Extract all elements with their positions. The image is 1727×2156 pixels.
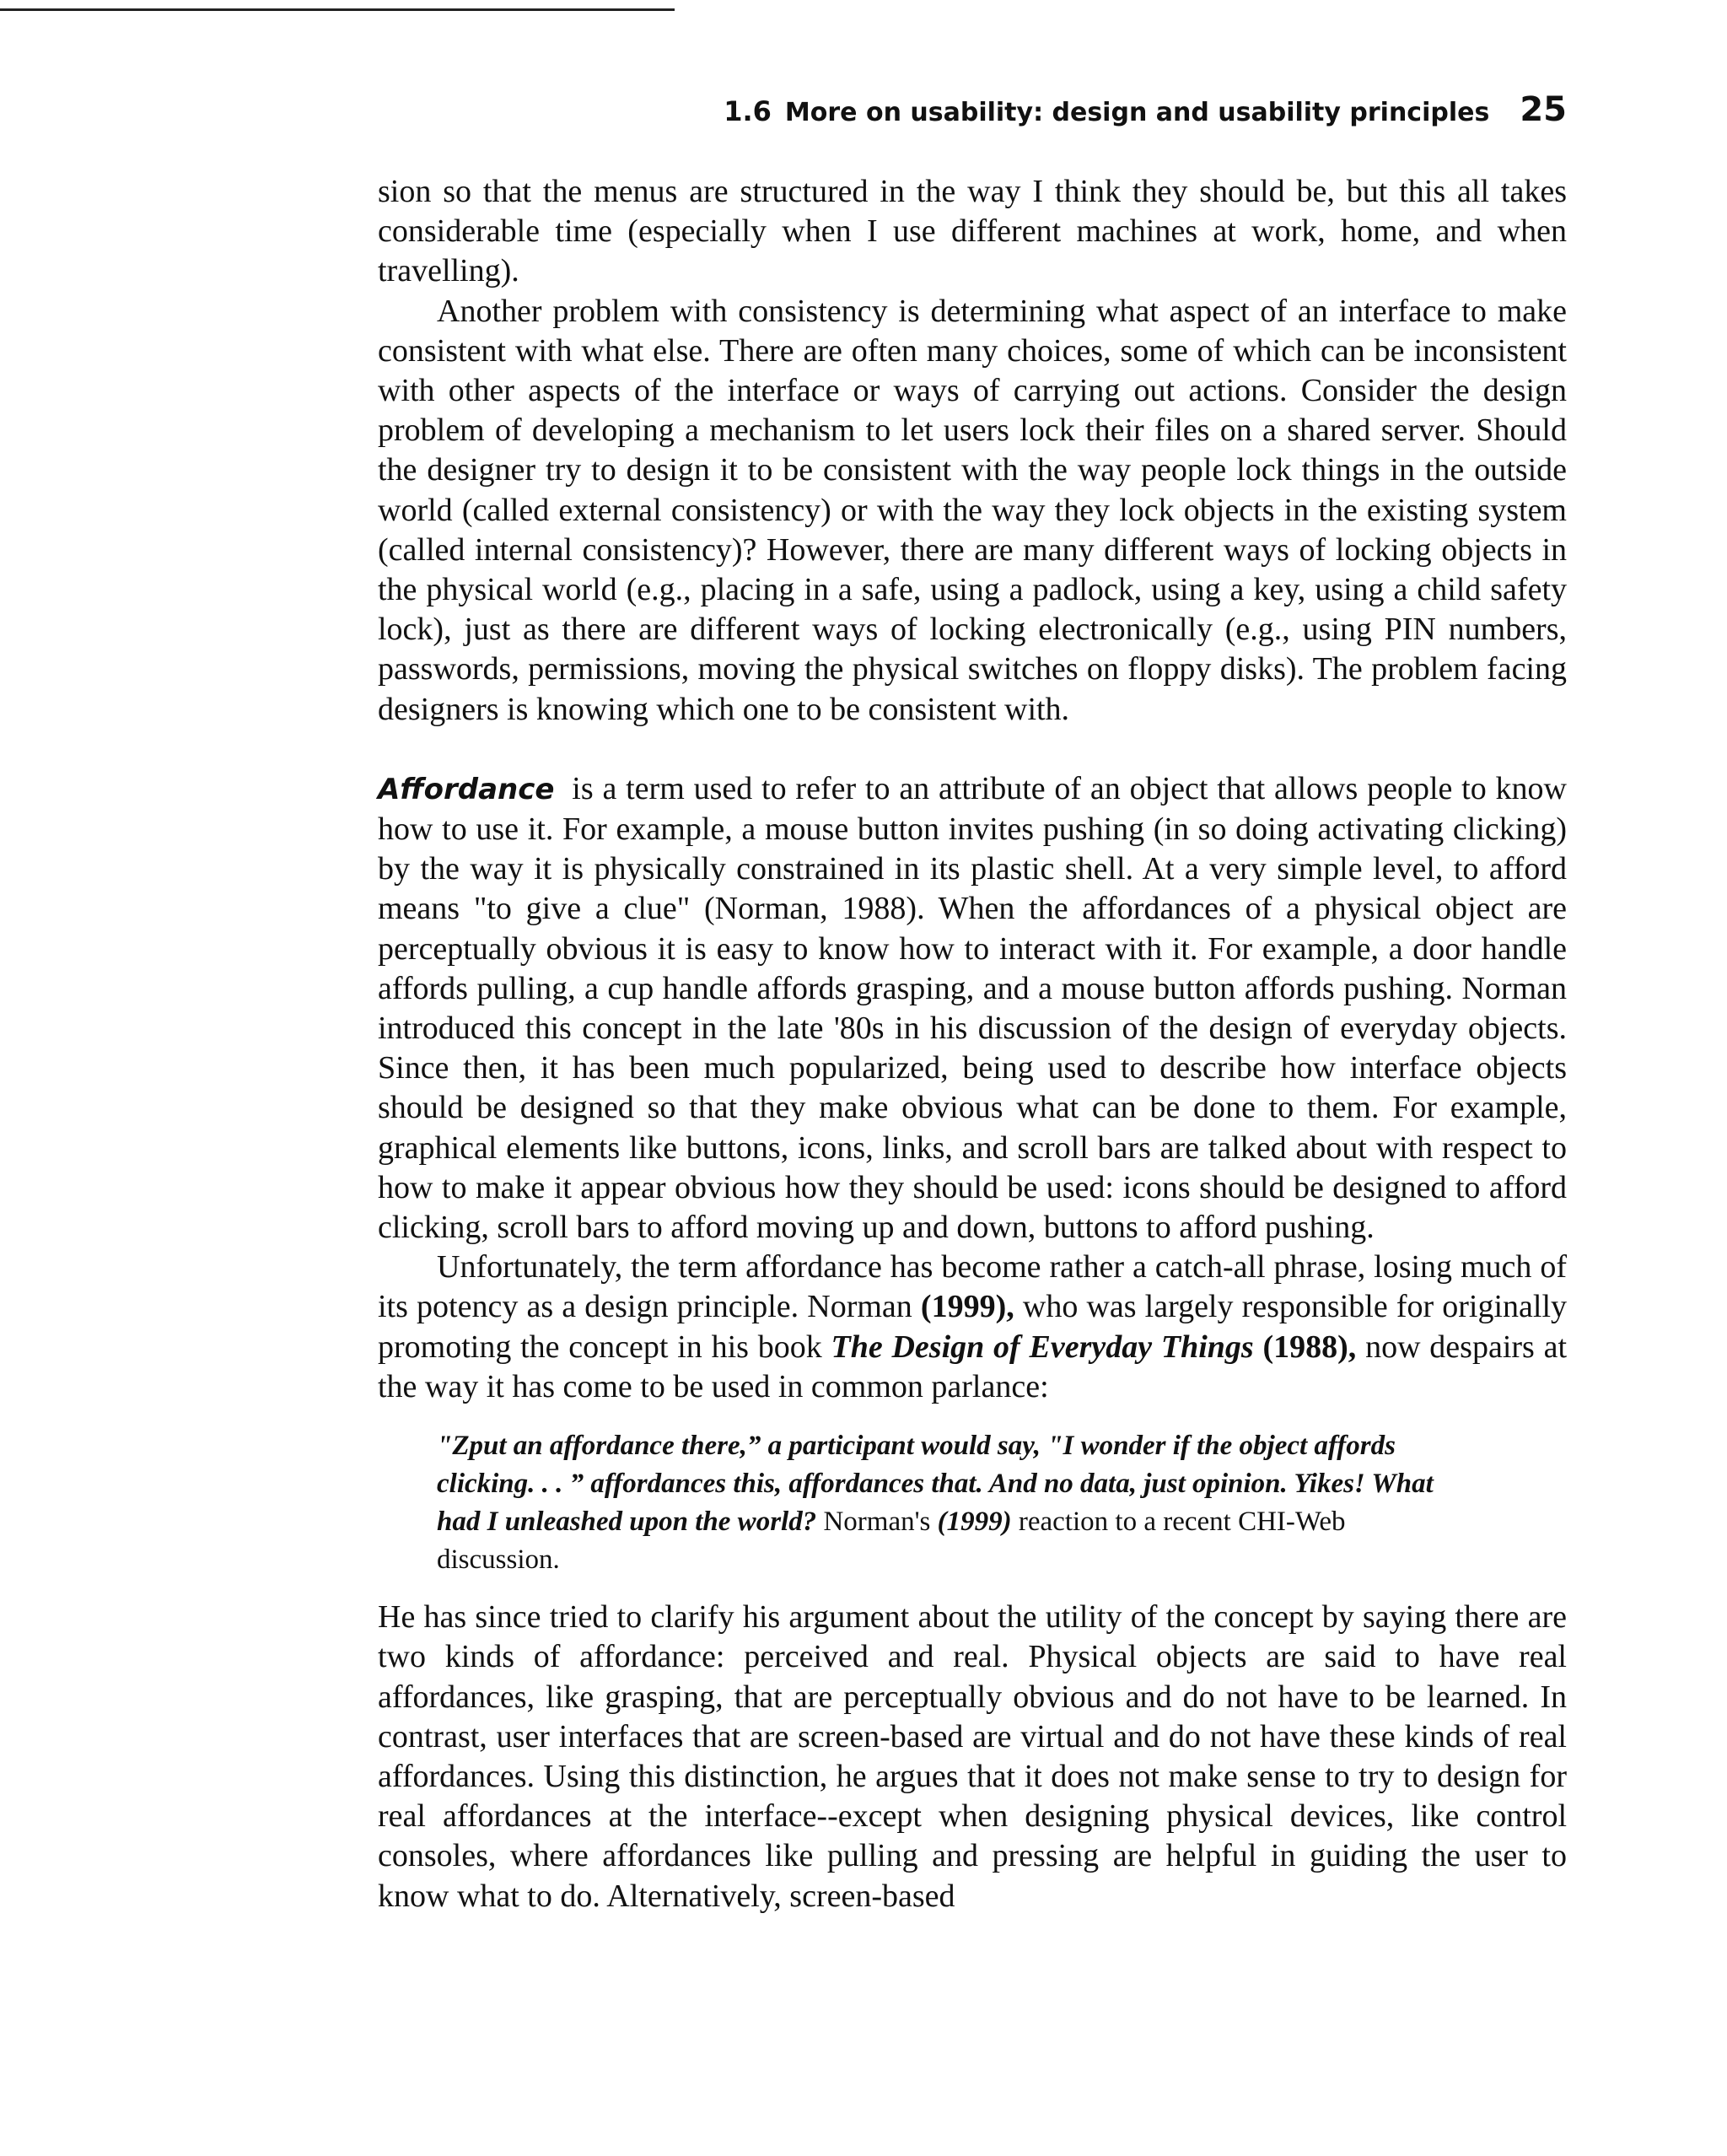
quote-text: "Zput an affordance there,” a participant would say, "I wonder if the object affords clicking. . . ” affordances this, affordances that. And no data, just opinion. Yikes! What had I unleashed upon the world?	[437, 1431, 1434, 1538]
quote-attribution-year: (1999)	[937, 1507, 1012, 1538]
paragraph-affordance	[378, 769, 1567, 1248]
section-title: More on usability: design and usability principles	[784, 98, 1490, 127]
top-rule	[0, 8, 675, 11]
citation-year: (1988),	[1262, 1329, 1357, 1365]
running-head	[371, 91, 1567, 132]
section-number: 1.6	[724, 95, 772, 127]
citation-year: (1999),	[920, 1289, 1014, 1325]
term-affordance: Affordance	[378, 772, 555, 806]
paragraph-continued: sion so that the menus are structured in the way I think they should be, but this all takes considerable time (especially when I use different machines at work, home, and when travelling).	[378, 174, 1567, 289]
paragraph-consistency: Another problem with consistency is determining what aspect of an interface to make consistent with what else. There are often many choices, some of which can be inconsistent with other aspects of the interface or ways of carrying out actions. Consider the design problem of developing a mechanism to let users lock their files on a shared server. Should the designer try to design it to be consistent with the way people lock things in the outside world (called external consistency) or with the way they lock objects in the existing system (called internal consistency)? However, there are many different ways of locking objects in the physical world (e.g., placing in a safe, using a padlock, using a key, using a child safety lock), just as there are different ways of locking electronically (e.g., using PIN numbers, passwords, permissions, moving the physical switches on floppy disks). The problem facing designers is knowing which one to be consistent with.	[378, 293, 1567, 727]
book-title: The Design of Everyday Things	[831, 1329, 1254, 1365]
block-quote	[437, 1427, 1474, 1579]
page-body	[378, 172, 1567, 1916]
page-number: 25	[1520, 90, 1567, 129]
paragraph-text: who was largely responsible for originally promoting the concept in his book	[378, 1289, 1568, 1365]
paragraph-catch-all	[378, 1248, 1567, 1407]
paragraph-text: now despairs at the way it has come to be used in common parlance:	[378, 1329, 1568, 1404]
quote-attribution-rest: reaction to a recent CHI-Web discussion.	[437, 1507, 1346, 1576]
quote-attribution: Norman's	[823, 1507, 931, 1538]
paragraph-perceived-real: He has since tried to clarify his argument about the utility of the concept by saying there are two kinds of affordance: perceived and real. Physical objects are said to have real affordances, like grasping, that are perceptually obvious and do not have to be learned. In contrast, user interfaces that are screen-based are virtual and do not have these kinds of real affordances. Using this distinction, he argues that it does not make sense to try to design for real affordances at the interface--except when designing physical devices, like control consoles, where affordances like pulling and pressing are helpful in guiding the user to know what to do. Alternatively, screen-based	[378, 1599, 1567, 1914]
paragraph-text: Unfortunately, the term affordance has become rather a catch-all phrase, losing much of its potency as a design principle. Norman	[378, 1249, 1567, 1325]
affordance-definition-text: is a term used to refer to an attribute of an object that allows people to know how to use it. For example, a mouse button invites pushing (in so doing activating clicking) by the way it is physically constrained in its plastic shell. At a very simple level, to afford means "to give a clue" (Norman, 1988). When the affordances of a physical object are perceptually obvious it is easy to know how to interact with it. For example, a door handle affords pulling, a cup handle affords grasping, and a mouse button affords pushing. Norman introduced this concept in the late '80s in his discussion of the design of everyday objects. Since then, it has been much popularized, being used to describe how interface objects should be designed so that they make obvious what can be done to them. For example, graphical elements like buttons, icons, links, and scroll bars are talked about with respect to how to make it appear obvious how they should be used: icons should be designed to afford clicking, scroll bars to afford moving up and down, buttons to afford pushing.	[378, 770, 1568, 1246]
